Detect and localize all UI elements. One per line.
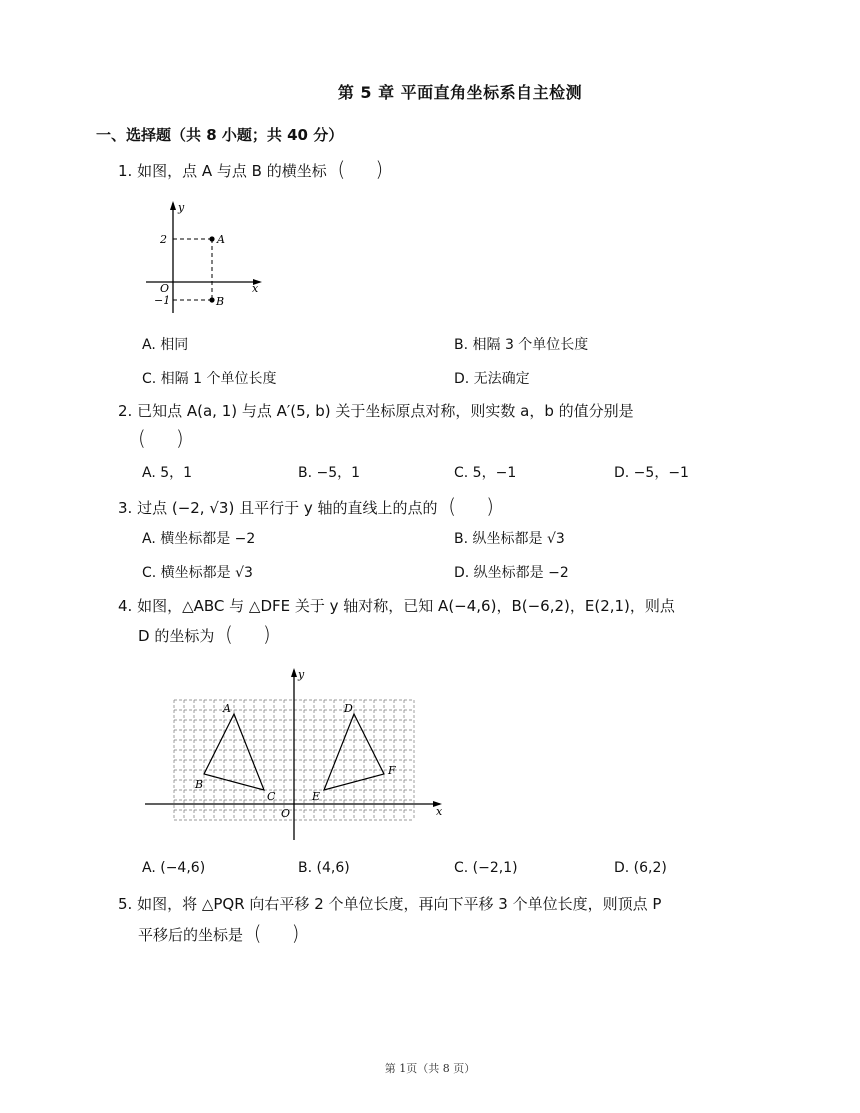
- answer-paren-open: (: [138, 426, 146, 450]
- q4-option-a[interactable]: A. (−4,6): [142, 860, 206, 876]
- q3-option-d[interactable]: D. 纵坐标都是 −2: [454, 565, 569, 581]
- q4-option-c[interactable]: C. (−2,1): [454, 860, 518, 876]
- x-axis-label: x: [252, 282, 259, 295]
- point-b-label: B: [216, 295, 225, 308]
- answer-paren-open: (: [225, 622, 233, 646]
- q2-option-a[interactable]: A. 5，1: [142, 465, 193, 481]
- question-3-text: 3. 过点 (−2, √3) 且平行于 y 轴的直线上的点的: [118, 499, 438, 517]
- answer-paren-open: (: [253, 921, 262, 945]
- page-title: 第 5 章 平面直角坐标系自主检测: [337, 83, 583, 102]
- vertex-c-label: C: [267, 790, 276, 803]
- q4-option-b[interactable]: B. (4,6): [298, 860, 350, 876]
- question-5-stem-line1: 5. 如图，将 △PQR 向右平移 2 个单位长度，再向下平移 3 个单位长度，则顶点 P: [118, 895, 662, 913]
- q4-option-d[interactable]: D. (6,2): [614, 860, 667, 876]
- question-3-stem: [118, 495, 494, 519]
- answer-paren-close: ): [486, 494, 494, 518]
- q2-option-d[interactable]: D. −5，−1: [614, 465, 689, 481]
- vertex-e-label: E: [312, 790, 321, 803]
- question-5-text: 平移后的坐标是: [138, 926, 244, 944]
- y-axis-label: y: [298, 668, 305, 681]
- tick-label-2: 2: [160, 233, 167, 246]
- answer-paren-close: ): [175, 426, 184, 450]
- question-4-stem-line1: 4. 如图，△ABC 与 △DFE 关于 y 轴对称，已知 A(−4,6)，B(−6,2)，E(2,1)，则点: [118, 597, 675, 615]
- answer-paren-close: ): [262, 622, 271, 646]
- page-footer: 第 1页（共 8 页）: [384, 1062, 476, 1075]
- question-4-text: D 的坐标为: [138, 627, 215, 645]
- tick-label-minus-1: −1: [154, 294, 171, 307]
- point-a-label: A: [217, 233, 225, 246]
- q3-option-c[interactable]: C. 横坐标都是 √3: [142, 565, 253, 581]
- q2-option-c[interactable]: C. 5，−1: [454, 465, 517, 481]
- q3-option-a[interactable]: A. 横坐标都是 −2: [142, 531, 256, 547]
- answer-paren-open: (: [337, 157, 346, 181]
- vertex-f-label: F: [388, 764, 396, 777]
- section-heading: 一、选择题（共 8 小题；共 40 分）: [96, 126, 344, 144]
- question-2-paren: [138, 427, 184, 451]
- question-1-stem: [118, 158, 383, 182]
- q1-option-d[interactable]: D. 无法确定: [454, 371, 530, 387]
- origin-label: O: [281, 807, 291, 820]
- vertex-a-label: A: [223, 702, 231, 715]
- answer-paren-open: (: [448, 494, 457, 518]
- question-1-figure: [140, 195, 270, 320]
- q3-option-b[interactable]: B. 纵坐标都是 √3: [454, 531, 565, 547]
- question-5-stem-line2: [138, 922, 299, 946]
- q1-option-a[interactable]: A. 相同: [142, 337, 189, 353]
- question-1-text: 1. 如图，点 A 与点 B 的横坐标: [118, 162, 327, 180]
- q1-option-c[interactable]: C. 相隔 1 个单位长度: [142, 371, 277, 387]
- question-4-stem-line2: [138, 623, 271, 647]
- answer-paren-close: ): [375, 157, 384, 181]
- vertex-b-label: B: [195, 778, 204, 791]
- origin-label: O: [160, 282, 170, 295]
- x-axis-label: x: [436, 805, 443, 818]
- question-2-stem: 2. 已知点 A(a, 1) 与点 A′(5, b) 关于坐标原点对称，则实数 a，b 的值分别是: [118, 402, 634, 420]
- q2-option-b[interactable]: B. −5，1: [298, 465, 361, 481]
- question-4-figure: [140, 662, 450, 844]
- q1-option-b[interactable]: B. 相隔 3 个单位长度: [454, 337, 589, 353]
- answer-paren-close: ): [291, 921, 300, 945]
- vertex-d-label: D: [344, 702, 353, 715]
- y-axis-label: y: [178, 201, 185, 214]
